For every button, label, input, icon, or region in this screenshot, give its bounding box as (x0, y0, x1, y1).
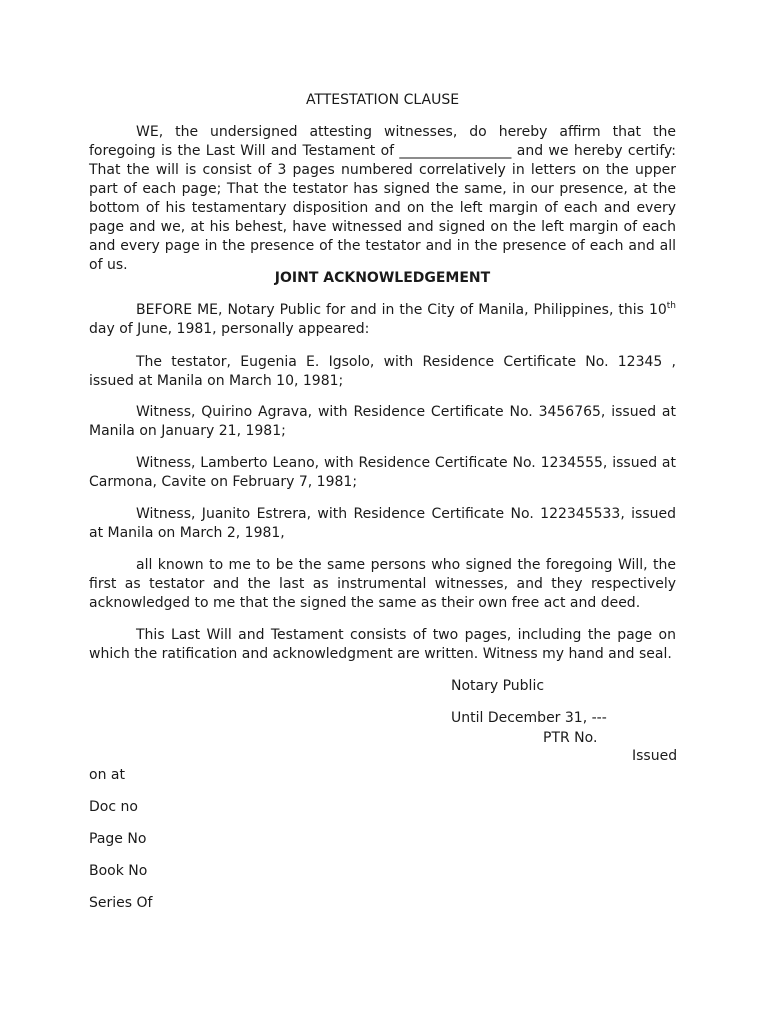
book-no-label: Book No (89, 863, 148, 879)
notary-public-label: Notary Public (451, 678, 545, 694)
attestation-paragraph: WE, the undersigned attesting witnesses, do hereby affirm that the foregoing is the Last Will and Testament of ________________ and we hereby certify: That the will is consist of 3 pages numbered correlatively in letters on the upper part of each page; That the testator has signed the same, in our presence, at the bottom of his testamentary disposition and on the left margin of each and every page and we, at his behest, have witnessed and signed on the left margin of each and every page in the presence of the testator and in the presence of each and all of us. (89, 124, 676, 273)
before-me-text-end: day of June, 1981, personally appeared: (89, 321, 370, 337)
ordinal-superscript: th (666, 301, 676, 311)
witness-1-paragraph: Witness, Quirino Agrava, with Residence Certificate No. 3456765, issued at Manila on January 21, 1981; (89, 404, 676, 439)
testator-paragraph: The testator, Eugenia E. Igsolo, with Residence Certificate No. 12345 , issued at Manila on March 10, 1981; (89, 354, 676, 389)
before-me-text-start: BEFORE ME, Notary Public for and in the City of Manila, Philippines, this 10 (136, 302, 667, 318)
joint-acknowledgement-heading: JOINT ACKNOWLEDGEMENT (274, 270, 491, 286)
consists-paragraph: This Last Will and Testament consists of two pages, including the page on which the ratification and acknowledgment are written. Witness my hand and seal. (89, 627, 676, 662)
issued-on-at-label: on at (89, 767, 125, 783)
document-title: ATTESTATION CLAUSE (305, 92, 460, 108)
ptr-number-label: PTR No. (543, 730, 598, 746)
doc-no-label: Doc no (89, 799, 138, 815)
witness-3-paragraph: Witness, Juanito Estrera, with Residence Certificate No. 122345533, issued at Manila on March 2, 1981, (89, 506, 676, 541)
issued-label: Issued (632, 748, 678, 764)
witness-2-paragraph: Witness, Lamberto Leano, with Residence Certificate No. 1234555, issued at Carmona, Cavite on February 7, 1981; (89, 455, 676, 490)
series-of-label: Series Of (89, 895, 153, 911)
page-no-label: Page No (89, 831, 147, 847)
known-persons-paragraph: all known to me to be the same persons who signed the foregoing Will, the first as testator and the last as instrumental witnesses, and they respectively acknowledged to me that the signed the same as their own free act and deed. (89, 557, 676, 611)
before-me-paragraph (89, 301, 676, 339)
until-date-label: Until December 31, --- (451, 710, 607, 726)
